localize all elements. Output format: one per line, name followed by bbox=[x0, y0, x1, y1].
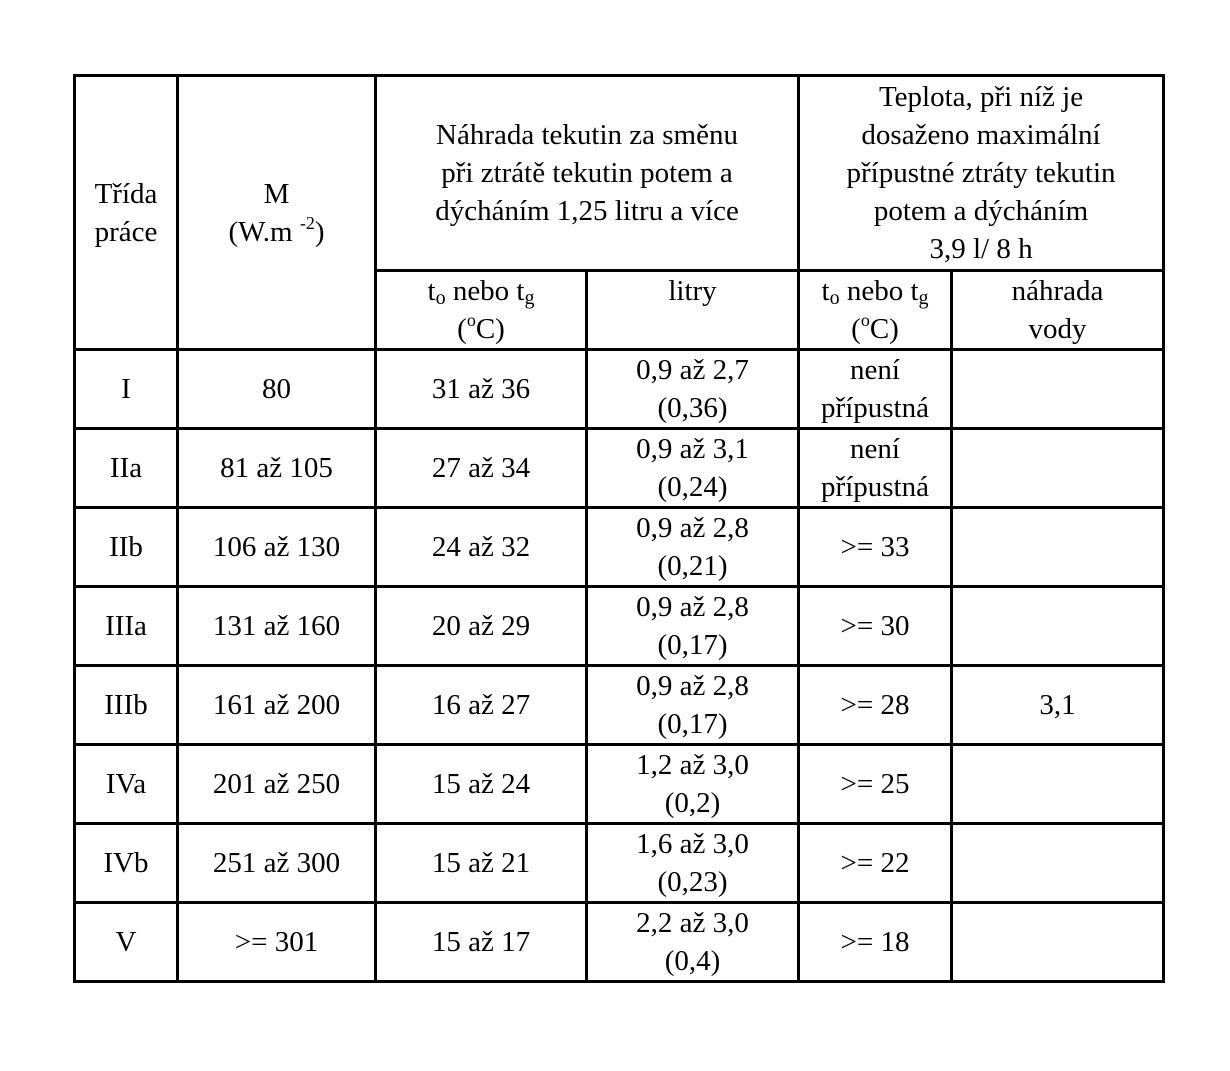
table-row bbox=[75, 587, 1164, 666]
cell-metabolic-rate: 161 až 200 bbox=[178, 666, 376, 745]
work-class-table bbox=[73, 74, 1165, 983]
header-temperature-1: $t_o$ nebo $t_g$ ($^o$C) bbox=[376, 271, 587, 350]
cell-temperature-range: 27 až 34 bbox=[376, 429, 587, 508]
header-max-loss-temperature-group: Teplota, při níž je dosaženo maximální přípustné ztráty tekutin potem a dýcháním 3,9 l/ 8 h bbox=[799, 76, 1164, 271]
cell-temperature-range: 15 až 21 bbox=[376, 824, 587, 903]
cell-water-replacement: 3,1 bbox=[952, 666, 1164, 745]
cell-max-loss-temperature: >= 28 bbox=[799, 666, 952, 745]
cell-metabolic-rate: 106 až 130 bbox=[178, 508, 376, 587]
cell-max-loss-temperature: není přípustná bbox=[799, 350, 952, 429]
cell-max-loss-temperature: >= 30 bbox=[799, 587, 952, 666]
cell-temperature-range: 20 až 29 bbox=[376, 587, 587, 666]
table-row bbox=[75, 824, 1164, 903]
cell-metabolic-rate: 131 až 160 bbox=[178, 587, 376, 666]
cell-water-replacement bbox=[952, 429, 1164, 508]
cell-metabolic-rate: >= 301 bbox=[178, 903, 376, 982]
cell-max-loss-temperature: není přípustná bbox=[799, 429, 952, 508]
cell-max-loss-temperature: >= 22 bbox=[799, 824, 952, 903]
cell-work-class: IVa bbox=[75, 745, 178, 824]
cell-water-replacement bbox=[952, 745, 1164, 824]
header-water-replacement: náhrada vody bbox=[952, 271, 1164, 350]
cell-liters: 0,9 až 2,7 (0,36) bbox=[587, 350, 799, 429]
cell-max-loss-temperature: >= 18 bbox=[799, 903, 952, 982]
cell-metabolic-rate: 251 až 300 bbox=[178, 824, 376, 903]
cell-water-replacement bbox=[952, 824, 1164, 903]
table-row bbox=[75, 508, 1164, 587]
cell-temperature-range: 31 až 36 bbox=[376, 350, 587, 429]
cell-work-class: I bbox=[75, 350, 178, 429]
cell-max-loss-temperature: >= 33 bbox=[799, 508, 952, 587]
cell-liters: 0,9 až 2,8 (0,17) bbox=[587, 666, 799, 745]
header-work-class: Třída práce bbox=[75, 76, 178, 350]
cell-work-class: IIb bbox=[75, 508, 178, 587]
table-row bbox=[75, 350, 1164, 429]
cell-water-replacement bbox=[952, 587, 1164, 666]
cell-liters: 0,9 až 2,8 (0,21) bbox=[587, 508, 799, 587]
header-fluid-replacement-group: Náhrada tekutin za směnu při ztrátě tekutin potem a dýcháním 1,25 litru a více bbox=[376, 76, 799, 271]
header-liters: litry bbox=[587, 271, 799, 350]
cell-max-loss-temperature: >= 25 bbox=[799, 745, 952, 824]
cell-work-class: IIa bbox=[75, 429, 178, 508]
cell-liters: 1,6 až 3,0 (0,23) bbox=[587, 824, 799, 903]
cell-water-replacement bbox=[952, 508, 1164, 587]
table-row bbox=[75, 429, 1164, 508]
header-metabolic-rate: M (W.m $^{-2}$) bbox=[178, 76, 376, 350]
metabolic-rate-unit: (W.m $^{-2}$) bbox=[228, 212, 325, 248]
cell-temperature-range: 15 až 17 bbox=[376, 903, 587, 982]
header-row-main bbox=[75, 76, 1164, 271]
cell-temperature-range: 15 až 24 bbox=[376, 745, 587, 824]
cell-work-class: V bbox=[75, 903, 178, 982]
cell-water-replacement bbox=[952, 350, 1164, 429]
cell-metabolic-rate: 81 až 105 bbox=[178, 429, 376, 508]
cell-liters: 1,2 až 3,0 (0,2) bbox=[587, 745, 799, 824]
cell-liters: 0,9 až 2,8 (0,17) bbox=[587, 587, 799, 666]
table-row bbox=[75, 666, 1164, 745]
cell-metabolic-rate: 80 bbox=[178, 350, 376, 429]
cell-temperature-range: 16 až 27 bbox=[376, 666, 587, 745]
cell-liters: 2,2 až 3,0 (0,4) bbox=[587, 903, 799, 982]
cell-water-replacement bbox=[952, 903, 1164, 982]
header-temperature-2: $t_o$ nebo $t_g$ ($^o$C) bbox=[799, 271, 952, 350]
cell-metabolic-rate: 201 až 250 bbox=[178, 745, 376, 824]
cell-work-class: IIIa bbox=[75, 587, 178, 666]
cell-work-class: IIIb bbox=[75, 666, 178, 745]
cell-work-class: IVb bbox=[75, 824, 178, 903]
cell-liters: 0,9 až 3,1 (0,24) bbox=[587, 429, 799, 508]
table-row bbox=[75, 903, 1164, 982]
cell-temperature-range: 24 až 32 bbox=[376, 508, 587, 587]
table-row bbox=[75, 745, 1164, 824]
